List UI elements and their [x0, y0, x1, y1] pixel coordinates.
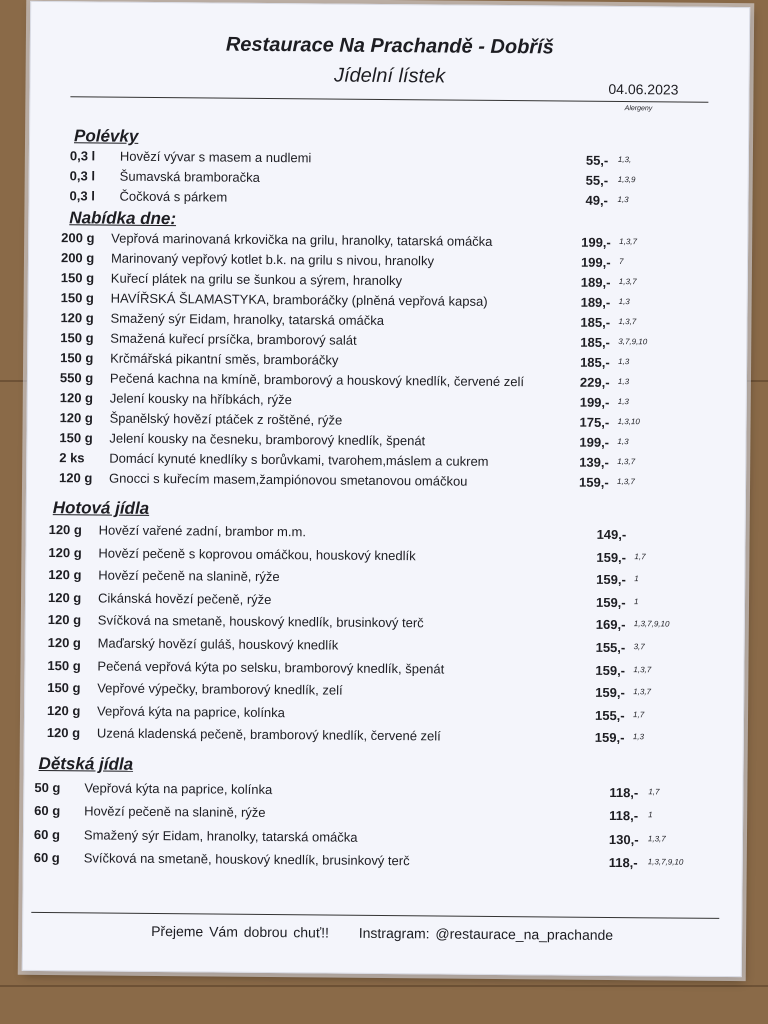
item-allergens: 1,3,7,9,10: [633, 619, 670, 629]
item-weight: 50 g: [34, 779, 61, 796]
footer-instagram: Instragram: @restaurace_na_prachande: [358, 924, 614, 943]
item-weight: 150 g: [47, 680, 81, 696]
item-price: 155,-: [594, 707, 625, 723]
item-price: 118,-: [609, 808, 639, 824]
item-name: Jelení kousky na hříbkách, rýže: [109, 390, 292, 408]
item-name: Vepřová kýta na paprice, kolínka: [96, 703, 286, 720]
item-weight: 150 g: [60, 270, 95, 286]
item-weight: 120 g: [46, 702, 81, 719]
item-weight: 0,3 l: [69, 148, 96, 164]
item-weight: 150 g: [60, 350, 94, 366]
item-weight: 120 g: [59, 470, 93, 486]
item-price: 159,-: [596, 549, 627, 565]
item-name: Vepřové výpečky, bramborový knedlík, zelí: [97, 680, 343, 698]
item-weight: 60 g: [34, 803, 61, 819]
menu-item: [48, 567, 688, 593]
menu-item: [59, 470, 699, 496]
item-price: 139,-: [579, 454, 609, 470]
item-name: Pečená kachna na kmíně, bramborový a houskový knedlík, červené zelí: [109, 370, 525, 390]
item-name: Pečená vepřová kýta po selsku, bramborový knedlík, špenát: [97, 658, 445, 677]
item-name: Hovězí vařené zadní, brambor m.m.: [98, 522, 307, 540]
item-allergens: 1,3,7,9,10: [647, 857, 684, 867]
item-allergens: 7: [618, 257, 624, 267]
item-allergens: 1,3: [617, 397, 629, 407]
item-name: Cikánská hovězí pečeně, rýže: [97, 590, 272, 607]
item-weight: 120 g: [47, 612, 82, 628]
wood-grain: [0, 985, 768, 987]
item-name: Španělský hovězí ptáček z roštěné, rýže: [109, 410, 343, 428]
item-weight: 120 g: [47, 589, 82, 606]
footer: [23, 922, 741, 944]
item-name: Smažený sýr Eidam, hranolky, tatarská omáčka: [110, 310, 385, 328]
item-weight: 120 g: [60, 310, 94, 326]
menu-item: [48, 612, 688, 638]
item-price: 169,-: [595, 617, 626, 633]
item-allergens: 3,7: [633, 642, 645, 652]
item-weight: 0,3 l: [69, 168, 96, 184]
item-name: Smažený sýr Eidam, hranolky, tatarská omáčka: [83, 826, 358, 845]
section-title: Polévky: [73, 126, 139, 146]
footer-divider: [31, 912, 719, 919]
header-divider: [70, 96, 708, 103]
item-price: 229,-: [579, 374, 610, 390]
item-allergens: 1,3,9: [617, 175, 636, 185]
item-name: Hovězí pečeně s koprovou omáčkou, houskový knedlík: [98, 545, 416, 563]
item-price: 159,-: [595, 594, 626, 610]
item-price: 189,-: [580, 294, 611, 310]
item-allergens: 1,3: [617, 195, 629, 205]
section-title: Dětská jídla: [38, 753, 134, 774]
item-weight: 150 g: [60, 290, 94, 306]
section-title: Nabídka dne:: [69, 208, 177, 229]
item-price: 199,-: [579, 394, 610, 410]
item-allergens: 1,3: [632, 732, 645, 742]
item-name: Gnocci s kuřecím masem,žampiónovou smetanovou omáčkou: [109, 470, 468, 489]
item-allergens: 1,7: [648, 787, 660, 797]
item-allergens: 1,7: [634, 551, 646, 561]
item-price: 185,-: [580, 354, 610, 370]
item-allergens: 1,3,7: [619, 237, 638, 247]
item-weight: 2 ks: [59, 450, 85, 466]
item-name: Maďarský hovězí guláš, houskový knedlík: [97, 635, 339, 653]
item-price: 159,-: [595, 662, 626, 678]
item-weight: 150 g: [59, 430, 93, 446]
item-allergens: 3,7,9,10: [618, 337, 648, 347]
item-allergens: 1,3,7: [618, 277, 637, 287]
restaurant-title: Restaurace Na Prachandě - Dobříš: [225, 33, 554, 59]
item-name: HAVÍŘSKÁ ŠLAMASTYKA, bramboráčky (plněná vepřová kapsa): [110, 290, 488, 309]
menu-sheet: [22, 1, 750, 977]
item-name: Vepřová kýta na paprice, kolínka: [84, 780, 273, 798]
item-weight: 120 g: [48, 544, 82, 560]
item-price: 149,-: [596, 526, 627, 543]
item-weight: 200 g: [61, 230, 95, 246]
item-price: 189,-: [580, 274, 611, 290]
item-allergens: 1,3,7: [617, 477, 635, 487]
menu-item: [48, 545, 688, 571]
item-price: 185,-: [580, 314, 611, 330]
item-weight: 150 g: [47, 657, 81, 673]
item-name: Čočková s párkem: [119, 188, 228, 205]
menu-item: [34, 780, 674, 806]
item-price: 199,-: [580, 254, 611, 270]
item-price: 49,-: [585, 192, 608, 208]
menu-item: [34, 827, 674, 853]
menu-item: [47, 725, 687, 751]
item-allergens: 1,3: [617, 377, 630, 387]
item-name: Marinovaný vepřový kotlet b.k. na grilu s nivou, hranolky: [110, 250, 435, 269]
item-allergens: 1,3,: [617, 155, 632, 165]
item-name: Krčmářská pikantní směs, bramboráčky: [110, 350, 339, 368]
item-allergens: 1: [634, 574, 639, 584]
item-name: Jelení kousky na česneku, bramborový knedlík, špenát: [109, 430, 426, 449]
item-allergens: 1,7: [633, 709, 645, 720]
item-price: 159,-: [595, 685, 625, 701]
item-weight: 550 g: [59, 370, 94, 386]
item-price: 159,-: [579, 474, 609, 490]
item-name: Uzená kladenská pečeně, bramborový knedlík, červené zelí: [96, 725, 441, 744]
allergens-header: Alergeny: [624, 105, 653, 113]
item-price: 55,-: [585, 172, 609, 188]
item-price: 199,-: [579, 434, 610, 450]
menu-item: [34, 803, 674, 829]
item-name: Hovězí pečeně na slanině, rýže: [84, 803, 266, 821]
item-name: Šumavská bramboračka: [119, 168, 260, 185]
item-weight: 200 g: [60, 250, 95, 266]
item-allergens: 1,3,7: [618, 317, 637, 327]
item-allergens: 1,3,7: [633, 664, 652, 674]
item-weight: 120 g: [59, 410, 93, 426]
item-name: Kuřecí plátek na grilu se šunkou a sýrem, hranolky: [110, 270, 403, 289]
item-weight: 120 g: [46, 725, 81, 741]
item-name: Domácí kynuté knedlíky s borůvkami, tvarohem,máslem a cukrem: [109, 450, 489, 469]
item-weight: 120 g: [48, 567, 82, 583]
item-weight: 120 g: [48, 522, 82, 538]
item-weight: 120 g: [59, 390, 94, 406]
item-weight: 150 g: [60, 330, 94, 346]
item-allergens: 1,3,10: [617, 417, 640, 427]
menu-item: [47, 703, 687, 729]
item-weight: 60 g: [33, 849, 60, 866]
item-price: 118,-: [608, 854, 638, 871]
menu-item: [48, 635, 688, 661]
item-price: 159,-: [596, 572, 626, 588]
menu-item: [33, 849, 684, 876]
item-price: 130,-: [608, 831, 639, 847]
item-allergens: 1: [648, 810, 653, 820]
item-name: Vepřová marinovaná krkovička na grilu, hranolky, tatarská omáčka: [111, 230, 493, 249]
item-allergens: 1,3: [618, 297, 630, 307]
item-allergens: 1,3: [617, 437, 629, 447]
item-price: 199,-: [581, 234, 611, 250]
item-price: 155,-: [595, 639, 626, 656]
menu-item: [48, 590, 688, 616]
menu-item: [47, 680, 687, 706]
item-name: Hovězí vývar s masem a nudlemi: [119, 148, 312, 166]
item-price: 159,-: [594, 730, 625, 746]
footer-greeting: Přejeme Vám dobrou chuť!!: [151, 922, 329, 941]
item-price: 118,-: [609, 784, 639, 801]
item-price: 185,-: [580, 334, 610, 350]
item-name: Hovězí pečeně na slanině, rýže: [98, 567, 280, 585]
item-allergens: 1: [633, 596, 639, 607]
item-allergens: 1,3,7: [647, 833, 666, 844]
item-allergens: 1,3,7: [633, 687, 652, 697]
item-weight: 120 g: [47, 635, 81, 651]
item-name: Smažená kuřecí prsíčka, bramborový salát: [110, 330, 357, 348]
item-weight: 0,3 l: [69, 188, 95, 204]
item-price: 175,-: [579, 414, 610, 430]
menu-item: [47, 658, 687, 684]
item-price: 55,-: [585, 152, 609, 168]
item-allergens: 1,3,7: [617, 457, 636, 467]
item-weight: 60 g: [33, 826, 61, 842]
item-allergens: 1,3: [618, 357, 630, 367]
section-title: Hotová jídla: [52, 498, 150, 518]
item-name: Svíčková na smetaně, houskový knedlík, brusinkový terč: [97, 612, 424, 631]
menu-date: 04.06.2023: [608, 80, 679, 98]
menu-item: [49, 522, 689, 548]
menu-subtitle: Jídelní lístek: [333, 64, 446, 88]
item-name: Svíčková na smetaně, houskový knedlík, brusinkový terč: [83, 850, 410, 869]
